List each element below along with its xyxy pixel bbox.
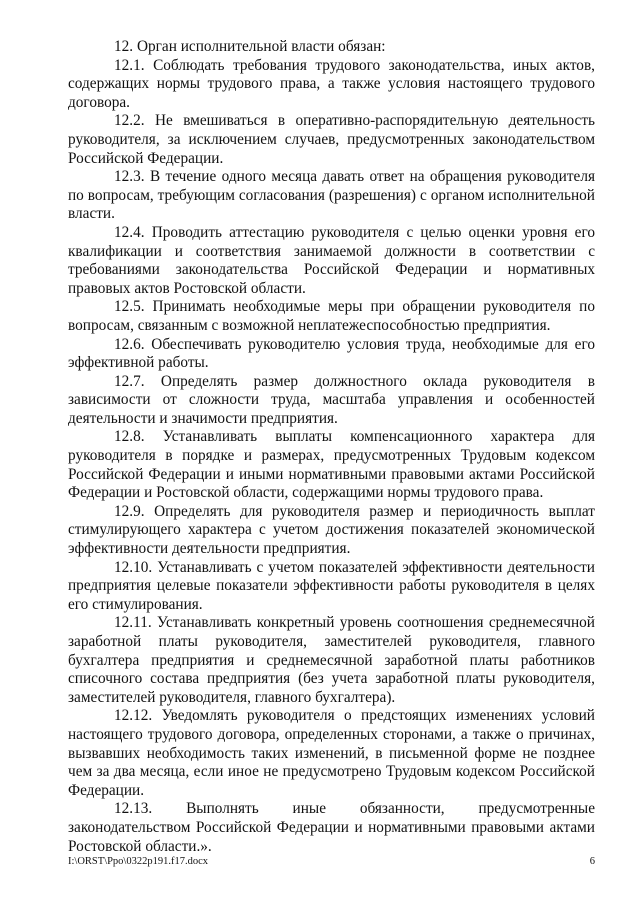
paragraph-12-3: 12.3. В течение одного месяца давать ответ на обращения руководителя по вопросам, требующим согласования (разрешения) с органом исполнительной власти. [68,168,595,223]
paragraph-12-12: 12.12. Уведомлять руководителя о предстоящих изменениях условий настоящего трудового договора, определенных сторонами, а также о причинах, вызвавших необходимость таких изменений, в письменной форме не позднее чем за два месяца, если иное не предусмотрено Трудовым кодексом Российской Федерации. [68,707,595,799]
page-number: 6 [589,856,595,867]
paragraph-12-10: 12.10. Устанавливать с учетом показателей эффективности деятельности предприятия целевые показатели эффективности работы руководителя в целях его стимулирования. [68,558,595,613]
document-body [68,38,595,856]
paragraph-12-13: 12.13. Выполнять иные обязанности, предусмотренные законодательством Российской Федерации и нормативными правовыми актами Ростовской области.». [68,800,595,855]
paragraph-12-1: 12.1. Соблюдать требования трудового законодательства, иных актов, содержащих нормы трудового права, а также условия настоящего трудового договора. [68,56,595,111]
paragraph-12: 12. Орган исполнительной власти обязан: [114,38,386,55]
paragraph-12-9: 12.9. Определять для руководителя размер и периодичность выплат стимулирующего характера с учетом достижения показателей экономической эффективности деятельности предприятия. [68,502,595,558]
paragraph-12-11: 12.11. Устанавливать конкретный уровень соотношения среднемесячной заработной платы руководителя, заместителей руководителя, главного бухгалтера предприятия и среднемесячной заработной платы работников списочного состава предприятия (без учета заработной платы руководителя, заместителей руководителя, главного бухгалтера). [68,614,595,706]
paragraph-12-2: 12.2. Не вмешиваться в оперативно-распорядительную деятельность руководителя, за исключением случаев, предусмотренных законодательством Российской Федерации. [68,112,595,167]
paragraph-12-6: 12.6. Обеспечивать руководителю условия труда, необходимые для его эффективной работы. [68,335,595,372]
paragraph-12-7: 12.7. Определять размер должностного оклада руководителя в зависимости от сложности труда, масштаба управления и особенностей деятельности и значимости предприятия. [68,372,595,427]
paragraph-12-5: 12.5. Принимать необходимые меры при обращении руководителя по вопросам, связанным с возможной неплатежеспособностью предприятия. [68,298,595,334]
file-path: I:\ORST\Ppo\0322p191.f17.docx [68,856,209,867]
paragraph-12-8: 12.8. Устанавливать выплаты компенсационного характера для руководителя в порядке и размерах, предусмотренных Трудовым кодексом Российской Федерации и иными нормативными правовыми актами Российской Федерации и Ростовской области, содержащими нормы трудового права. [68,428,595,502]
paragraph-12-4: 12.4. Проводить аттестацию руководителя с целью оценки уровня его квалификации и соответствия занимаемой должности в соответствии с требованиями законодательства Российской Федерации и нормативных правовых актов Ростовской области. [68,223,595,297]
